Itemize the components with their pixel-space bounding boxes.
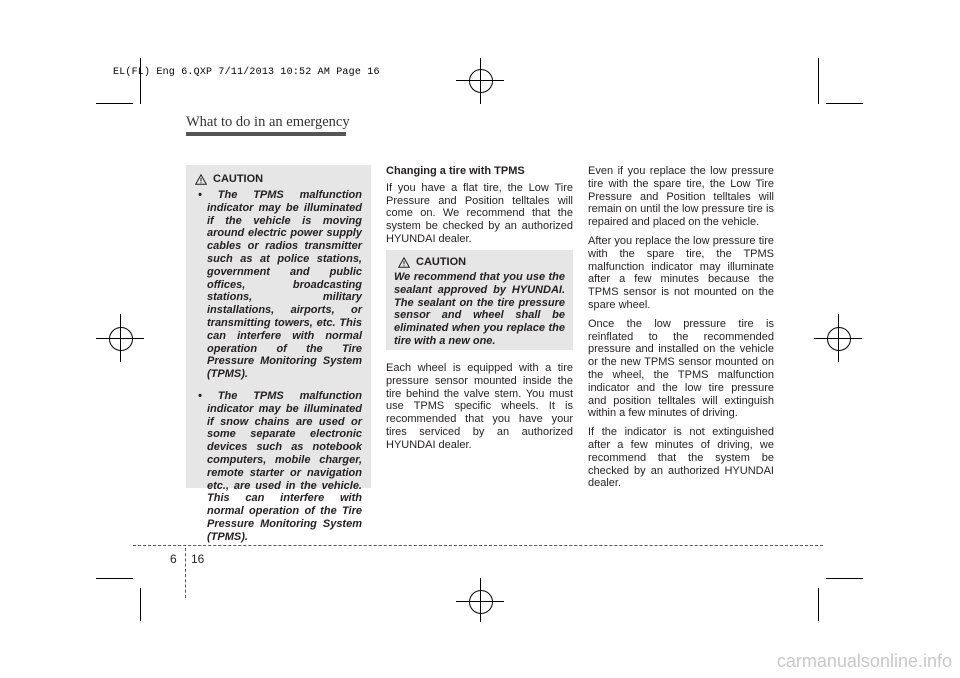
crop-mark: [96, 103, 133, 104]
crop-mark: [826, 103, 863, 104]
right-column: [588, 165, 774, 496]
caution-text: We recommend that you use the sealant approved by HYUNDAI. The sealant on the tire pressure sensor and wheel shall be eliminated when you replace the tire with a new one.: [394, 271, 565, 347]
section-title: What to do in an emergency: [186, 114, 350, 130]
warning-icon: [398, 257, 410, 268]
crop-mark: [140, 58, 141, 104]
caution-box-middle: [386, 250, 573, 350]
crop-mark: [140, 588, 141, 621]
paragraph: Even if you replace the low pressure tire with the spare tire, the Low Tire Pressure and Position telltales will remain on until the low pressure tire is repaired and placed on the vehicle.: [588, 165, 774, 229]
paragraph: Once the low pressure tire is reinflated to the recommended pressure and installed on the vehicle or the new TPMS sensor mounted on the wheel, the TPMS malfunction indicator and the low tire pressure and position telltales will extinguish within a few minutes of driving.: [588, 317, 774, 420]
caution-heading: CAUTION: [398, 256, 565, 268]
paragraph: If you have a flat tire, the Low Tire Pressure and Position telltales will come on. We recommend that the system be checked by an authorized HYUNDAI dealer.: [386, 181, 573, 245]
warning-icon: [195, 174, 207, 185]
print-slug: EL(FL) Eng 6.QXP 7/11/2013 10:52 AM Page 16: [113, 67, 380, 78]
chapter-number: 6: [170, 552, 177, 566]
paragraph: If the indicator is not extinguished after a few minutes of driving, we recommend that the system be checked by an authorized HYUNDAI dealer.: [588, 426, 774, 490]
crop-mark: [96, 578, 133, 579]
crop-mark: [818, 588, 819, 621]
paragraph: After you replace the low pressure tire with the spare tire, the TPMS malfunction indicator may illuminate after a few minutes because the TPMS sensor is not mounted on the spare wheel.: [588, 234, 774, 311]
watermark: carmanualsonline.info: [776, 651, 952, 671]
footer-divider: [185, 548, 187, 598]
paragraph: Each wheel is equipped with a tire pressure sensor mounted inside the tire behind the valve stem. You must use TPMS specific wheels. It is recommended that you have your tires serviced by an authorized HYUNDAI dealer.: [386, 362, 573, 451]
caution-bullet: • The TPMS malfunction indicator may be illuminated if the vehicle is moving around electric power supply cables or radios transmitter such as at police stations, government and public offices, broadcasting stations, military installations, airports, or transmitting towers, etc. This can interfere with normal operation of the Tire Pressure Monitoring System (TPMS).: [198, 189, 362, 381]
caution-bullet: • The TPMS malfunction indicator may be illuminated if snow chains are used or some separate electronic devices such as notebook computers, mobile charger, remote starter or navigation etc., are used in the vehicle. This can interfere with normal operation of the Tire Pressure Monitoring System (TPMS).: [198, 389, 362, 543]
caution-box-left: [186, 165, 371, 543]
middle-column-lower: [386, 362, 573, 458]
caution-heading: CAUTION: [195, 173, 362, 185]
crop-mark: [826, 578, 863, 579]
title-bar: [186, 132, 346, 136]
page-number: 16: [191, 552, 205, 566]
crop-mark: [818, 58, 819, 104]
middle-column: [386, 165, 573, 252]
subsection-heading: Changing a tire with TPMS: [386, 165, 525, 177]
footer-rule: [133, 545, 823, 546]
